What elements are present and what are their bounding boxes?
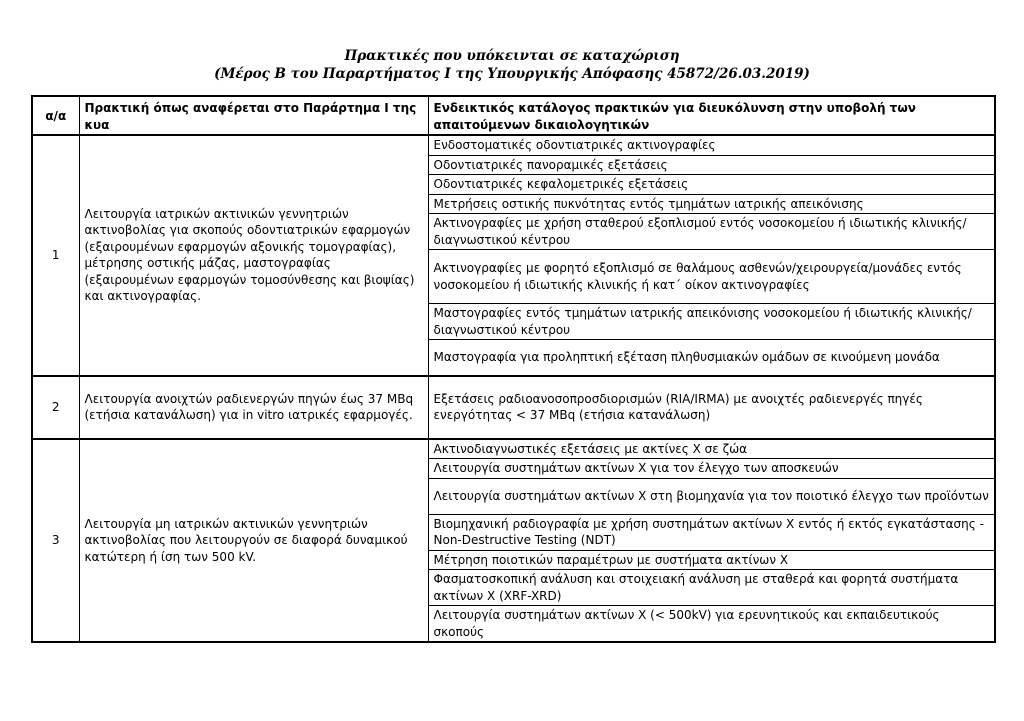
header-practice: Πρακτική όπως αναφέρεται στο Παράρτημα Ι της κυα bbox=[79, 96, 428, 135]
practice-list-item: Εξετάσεις ραδιοανοσοπροσδιορισμών (RIA/IRMA) με ανοιχτές ραδιενεργές πηγές ενεργότητας < 37 MBq (ετήσια κατανάλωση) bbox=[428, 376, 995, 439]
row-number: 3 bbox=[32, 439, 79, 643]
practice-list-item: Μαστογραφίες εντός τμημάτων ιατρικής απεικόνισης νοσοκομείου ή ιδιωτικής κλινικής/διαγνωστικού κέντρου bbox=[428, 304, 995, 340]
practice-list-item: Μετρήσεις οστικής πυκνότητας εντός τμημάτων ιατρικής απεικόνισης bbox=[428, 194, 995, 214]
table-row bbox=[32, 376, 995, 439]
table-row bbox=[32, 135, 995, 155]
document-heading bbox=[0, 47, 1024, 83]
practice-cell: Λειτουργία ιατρικών ακτινικών γεννητριών ακτινοβολίας για σκοπούς οδοντιατρικών εφαρμογών (εξαιρουμένων εφαρμογών αξονικής τομογραφίας), μέτρησης οστικής μάζας, μαστογραφίας (εξαιρουμένων εφαρμογών τομοσύνθεσης και βιοψίας) και ακτινογραφίας. bbox=[79, 135, 428, 376]
practice-list-item: Λειτουργία συστημάτων ακτίνων Χ (< 500kV) για ερευνητικούς και εκπαιδευτικούς σκοπούς bbox=[428, 606, 995, 643]
table-header-row bbox=[32, 96, 995, 135]
practice-cell: Λειτουργία μη ιατρικών ακτινικών γεννητριών ακτινοβολίας που λειτουργούν σε διαφορά δυναμικού κατώτερη ή ίση των 500 kV. bbox=[79, 439, 428, 643]
practices-table bbox=[31, 95, 996, 643]
heading-title: Πρακτικές που υπόκεινται σε καταχώριση bbox=[344, 48, 680, 64]
row-number: 1 bbox=[32, 135, 79, 376]
practice-list-item: Ακτινοδιαγνωστικές εξετάσεις με ακτίνες Χ σε ζώα bbox=[428, 439, 995, 459]
practice-list-item: Ακτινογραφίες με φορητό εξοπλισμό σε θαλάμους ασθενών/χειρουργεία/μονάδες εντός νοσοκομείου ή ιδιωτικής κλινικής ή κατ΄ οίκον ακτινογραφίες bbox=[428, 250, 995, 304]
practice-list-item: Βιομηχανική ραδιογραφία με χρήση συστημάτων ακτίνων Χ εντός ή εκτός εγκατάστασης - Non-Destructive Testing (NDT) bbox=[428, 514, 995, 550]
row-number: 2 bbox=[32, 376, 79, 439]
practice-list-item: Φασματοσκοπική ανάλυση και στοιχειακή ανάλυση με σταθερά και φορητά συστήματα ακτίνων Χ (XRF-XRD) bbox=[428, 570, 995, 606]
practice-list-item: Οδοντιατρικές πανοραμικές εξετάσεις bbox=[428, 155, 995, 175]
practice-list-item: Ενδοστοματικές οδοντιατρικές ακτινογραφίες bbox=[428, 135, 995, 155]
table-body bbox=[32, 135, 995, 642]
practice-list-item: Οδοντιατρικές κεφαλομετρικές εξετάσεις bbox=[428, 175, 995, 195]
heading-subtitle: (Μέρος Β του Παραρτήματος Ι της Υπουργικής Απόφασης 45872/26.03.2019) bbox=[214, 66, 810, 82]
practice-list-item: Μέτρηση ποιοτικών παραμέτρων με συστήματα ακτίνων Χ bbox=[428, 550, 995, 570]
practice-list-item: Ακτινογραφίες με χρήση σταθερού εξοπλισμού εντός νοσοκομείου ή ιδιωτικής κλινικής/διαγνωστικού κέντρου bbox=[428, 214, 995, 250]
practice-list-item: Λειτουργία συστημάτων ακτίνων Χ στη βιομηχανία για τον ποιοτικό έλεγχο των προϊόντων bbox=[428, 478, 995, 514]
practice-list-item: Λειτουργία συστημάτων ακτίνων Χ για τον έλεγχο των αποσκευών bbox=[428, 459, 995, 479]
header-list: Ενδεικτικός κατάλογος πρακτικών για διευκόλυνση στην υποβολή των απαιτούμενων δικαιολογητικών bbox=[428, 96, 995, 135]
practice-cell: Λειτουργία ανοιχτών ραδιενεργών πηγών έως 37 MBq (ετήσια κατανάλωση) για in vitro ιατρικές εφαρμογές. bbox=[79, 376, 428, 439]
table-row bbox=[32, 439, 995, 459]
practice-list-item: Μαστογραφία για προληπτική εξέταση πληθυσμιακών ομάδων σε κινούμενη μονάδα bbox=[428, 340, 995, 376]
header-number: α/α bbox=[32, 96, 79, 135]
